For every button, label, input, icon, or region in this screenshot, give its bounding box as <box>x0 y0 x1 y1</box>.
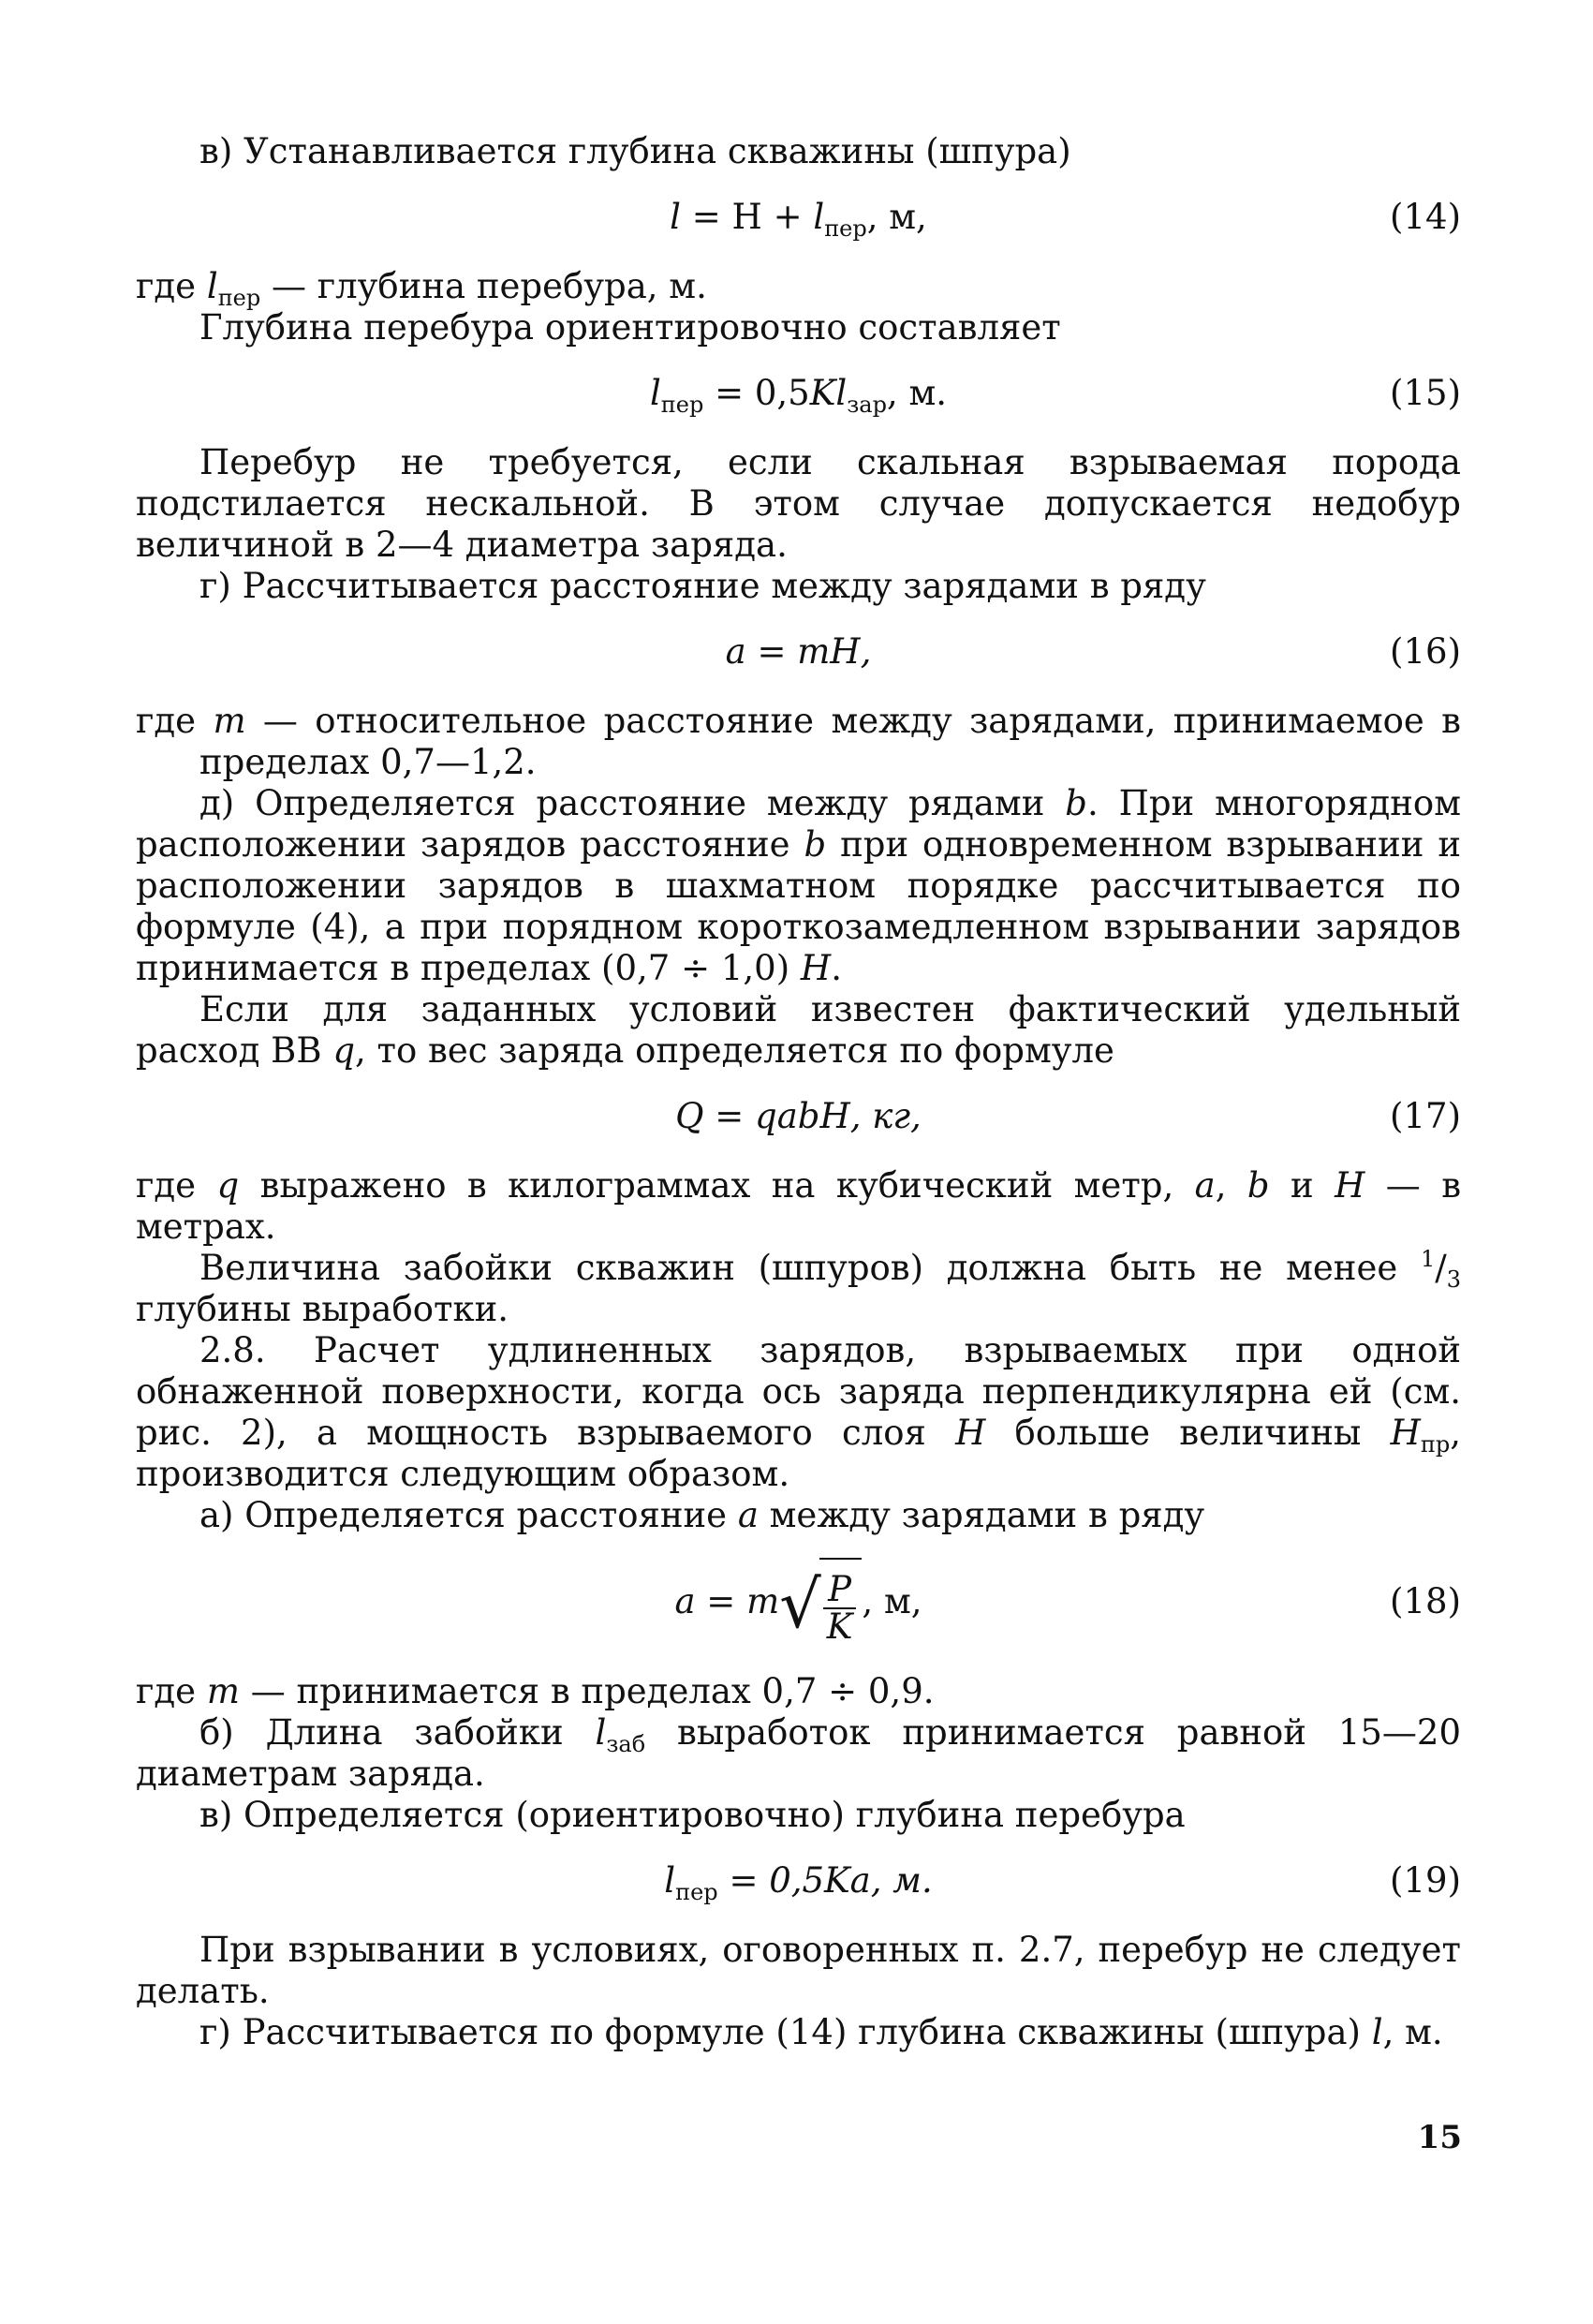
paragraph: в) Устанавливается глубина скважины (шпура) <box>199 131 1071 171</box>
paragraph: г) Рассчитывается по формуле (14) глубина скважины (шпура) l, м. <box>199 2012 1443 2052</box>
formula-number: (15) <box>1390 373 1461 413</box>
paragraph: в) Определяется (ориентировочно) глубина перебура <box>199 1795 1186 1835</box>
formula-17: Q = qabH, кг, (17) <box>136 1092 1461 1141</box>
paragraph: д) Определяется расстояние между рядами b. При многорядном расположении зарядов расстояние b при одновременном взрывании и расположении зарядов в шахматном порядке рассчитывается по формуле (4), а при порядном короткозамедленном взрывании зарядов принимается в пределах (0,7 ÷ 1,0) H. <box>136 783 1461 988</box>
paragraph: где m — относительное расстояние между зарядами, принимаемое в пределах 0,7—1,2. <box>136 701 1461 782</box>
formula-14: $l = H + l_{пер}$, м, (14) <box>136 193 1461 242</box>
paragraph: а) Определяется расстояние a между зарядами в ряду <box>199 1495 1205 1535</box>
formula-15: $l_{пер} = 0,5Kl_{зар}$, м. (15) <box>136 369 1461 418</box>
formula-number: (16) <box>1390 631 1461 672</box>
paragraph: Если для заданных условий известен фактический удельный расход ВВ q, то вес заряда определяется по формуле <box>136 989 1461 1071</box>
formula-number: (19) <box>1390 1860 1461 1901</box>
formula-16: a = mH, (16) <box>136 628 1461 676</box>
formula-number: (14) <box>1390 197 1461 237</box>
formula-number: (17) <box>1390 1096 1461 1136</box>
paragraph: Величина забойки скважин (шпуров) должна быть не менее $^1/_3$ глубины выработки. <box>136 1246 1461 1329</box>
document-page <box>136 131 1461 2053</box>
paragraph: где q выражено в килограммах на кубический метр, a, b и H — в метрах. <box>136 1165 1462 1247</box>
formula-number: (18) <box>1390 1581 1461 1621</box>
paragraph: где $l_{пер}$ — глубина перебура, м. <box>136 266 707 311</box>
formula-18: a = m√ $\frac{P}{K}$ , м, (18) <box>136 1557 1461 1647</box>
paragraph: Глубина перебура ориентировочно составляет <box>199 307 1061 348</box>
paragraph: 2.8. Расчет удлиненных зарядов, взрываемых при одной обнаженной поверхности, когда ось заряда перпендикулярна ей (см. рис. 2), а мощность взрываемого слоя H больше величины $H_{пр}$, производится следующим образом. <box>136 1330 1461 1494</box>
paragraph: б) Длина забойки $l_{заб}$ выработок принимается равной 15—20 диаметрам заряда. <box>136 1712 1461 1794</box>
paragraph: При взрывании в условиях, оговоренных п. 2.7, перебур не следует делать. <box>136 1930 1461 2011</box>
paragraph: г) Рассчитывается расстояние между зарядами в ряду <box>199 566 1206 606</box>
page-number: 15 <box>1417 2119 1462 2156</box>
paragraph: Перебур не требуется, если скальная взрываемая порода подстилается нескальной. В этом случае допускается недобур величиной в 2—4 диаметра заряда. <box>136 442 1461 565</box>
paragraph: где m — принимается в пределах 0,7 ÷ 0,9. <box>136 1671 935 1711</box>
formula-19: $l_{пер} = 0,5Ka$, м. (19) <box>136 1857 1461 1905</box>
